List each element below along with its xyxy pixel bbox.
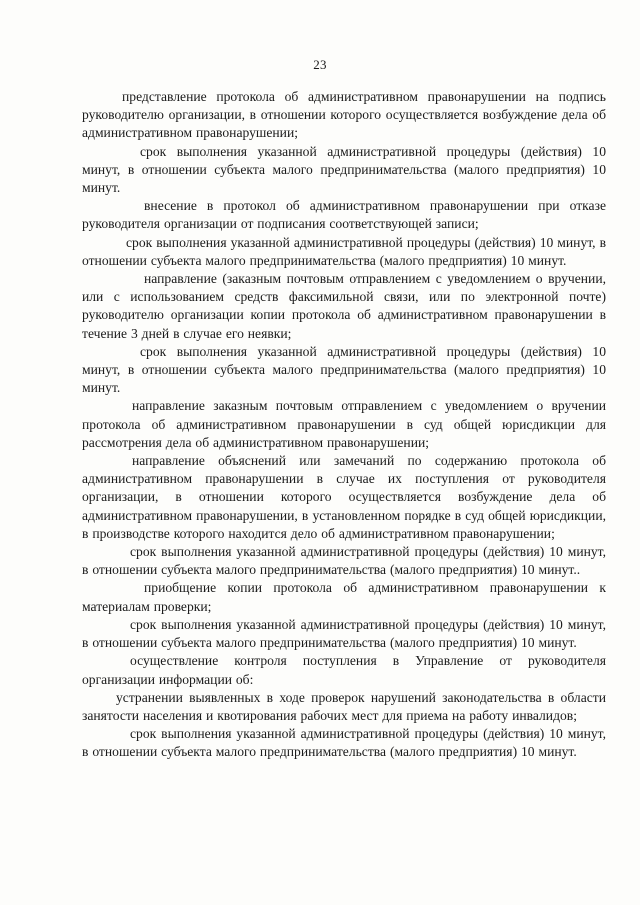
paragraph: приобщение копии протокола об административном правонарушении к материалам проверки; (82, 580, 606, 614)
paragraph: направление объяснений или замечаний по содержанию протокола об административном правонарушении в случае их поступления от руководителя организации, в отношении которого осуществляется возбуждение дела об административном правонарушении, в установленном порядке в суд общей юрисдикции, в производстве которого находится дело об административном правонарушении; (82, 453, 606, 541)
paragraph: срок выполнения указанной административной процедуры (действия) 10 минут, в отношении субъекта малого предпринимательства (малого предприятия) 10 минут.. (82, 544, 606, 578)
page-number: 23 (313, 57, 327, 72)
paragraph: срок выполнения указанной административной процедуры (действия) 10 минут, в отношении субъекта малого предпринимательства (малого предприятия) 10 минут. (82, 726, 606, 760)
paragraph: внесение в протокол об административном правонарушении при отказе руководителя организации от подписания соответствующей записи; (82, 198, 606, 232)
paragraph: представление протокола об административном правонарушении на подпись руководителю организации, в отношении которого осуществляется возбуждение дела об административном правонарушении; (82, 89, 606, 141)
paragraph: направление заказным почтовым отправлением с уведомлением о вручении протокола об административном правонарушении в суд общей юрисдикции для рассмотрения дела об административном правонарушении; (82, 398, 606, 450)
document-body (82, 88, 606, 762)
paragraph: устранении выявленных в ходе проверок нарушений законодательства в области занятости населения и квотирования рабочих мест для приема на работу инвалидов; (82, 689, 606, 723)
paragraph: направление (заказным почтовым отправлением с уведомлением о вручении, или с использованием средств факсимильной связи, или по электронной почте) руководителю организации копии протокола об административном правонарушении в течение 3 дней в случае его неявки; (82, 271, 606, 341)
paragraph: осуществление контроля поступления в Управление от руководителя организации информации об: (82, 653, 606, 687)
paragraph: срок выполнения указанной административной процедуры (действия) 10 минут, в отношении субъекта малого предпринимательства (малого предприятия) 10 минут. (82, 616, 606, 651)
paragraph: срок выполнения указанной административной процедуры (действия) 10 минут, в отношении субъекта малого предпринимательства (малого предприятия) 10 минут. (82, 234, 606, 268)
paragraph: срок выполнения указанной административной процедуры (действия) 10 минут, в отношении субъекта малого предпринимательства (малого предприятия) 10 минут. (82, 343, 606, 396)
paragraph: срок выполнения указанной административной процедуры (действия) 10 минут, в отношении субъекта малого предпринимательства (малого предприятия) 10 минут. (82, 143, 606, 196)
